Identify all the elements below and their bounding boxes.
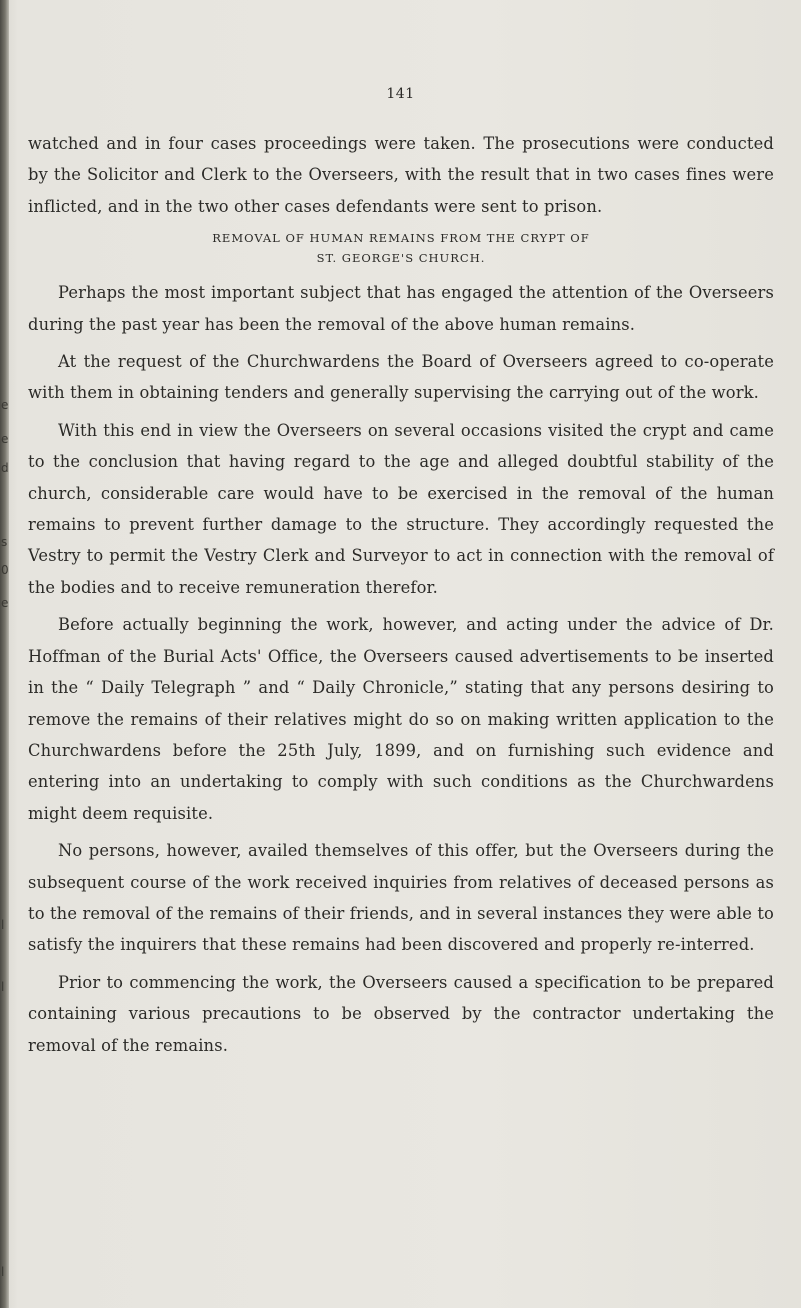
margin-mark: l [1, 1265, 5, 1279]
margin-mark: 0 [1, 563, 9, 577]
document-body [28, 128, 774, 1061]
paragraph: At the request of the Churchwardens the Board of Overseers agreed to co-operate with them in obtaining tenders and generally supervising the carrying out of the work. [28, 352, 774, 403]
paragraph: Before actually beginning the work, however, and acting under the advice of Dr. Hoffman of the Burial Acts' Office, the Overseers caused advertisements to be inserted in the “ Daily Telegraph ” and “ Daily Chronicle,” stating that any persons desiring to remove the remains of their relatives might do so on making written application to the Churchwardens before the 25th July, 1899, and on furnishing such evidence and entering into an undertaking to comply with such conditions as the Churchwardens might deem requisite. [28, 615, 774, 823]
paragraph: Prior to commencing the work, the Overseers caused a specification to be prepared containing various precautions to be observed by the contractor undertaking the removal of the remains. [28, 972, 774, 1055]
paragraph: Perhaps the most important subject that has engaged the attention of the Overseers during the past year has been the removal of the above human remains. [28, 283, 774, 334]
margin-mark: d [1, 461, 9, 475]
margin-marks [0, 0, 12, 1308]
paragraph-continuation: watched and in four cases proceedings were taken. The prosecutions were conducted by the Solicitor and Clerk to the Overseers, with the result that in two cases fines were inflicted, and in the two other cases defendants were sent to prison. [28, 134, 774, 216]
margin-mark: e [1, 432, 9, 446]
margin-mark: e [1, 596, 9, 610]
paragraph: No persons, however, availed themselves of this offer, but the Overseers during the subsequent course of the work received inquiries from relatives of deceased persons as to the removal of the remains of their friends, and in several instances they were able to satisfy the inquirers that these remains had been discovered and properly re-interred. [28, 841, 774, 955]
section-heading-line-2: ST. GEORGE'S CHURCH. [316, 251, 486, 266]
section-heading-line-1: REMOVAL OF HUMAN REMAINS FROM THE CRYPT OF [212, 231, 590, 246]
paragraph: With this end in view the Overseers on several occasions visited the crypt and came to the conclusion that having regard to the age and alleged doubtful stability of the church, considerable care would have to be exercised in the removal of the human remains to prevent further damage to the structure. They accordingly requested the Vestry to permit the Vestry Clerk and Surveyor to act in connection with the removal of the bodies and to receive remuneration therefor. [28, 420, 774, 597]
margin-mark: s [1, 535, 8, 549]
margin-mark: l [1, 918, 5, 932]
margin-mark: e [1, 398, 9, 412]
page-number: 141 [386, 86, 415, 102]
margin-mark: l [1, 980, 5, 994]
section-heading [28, 228, 774, 268]
